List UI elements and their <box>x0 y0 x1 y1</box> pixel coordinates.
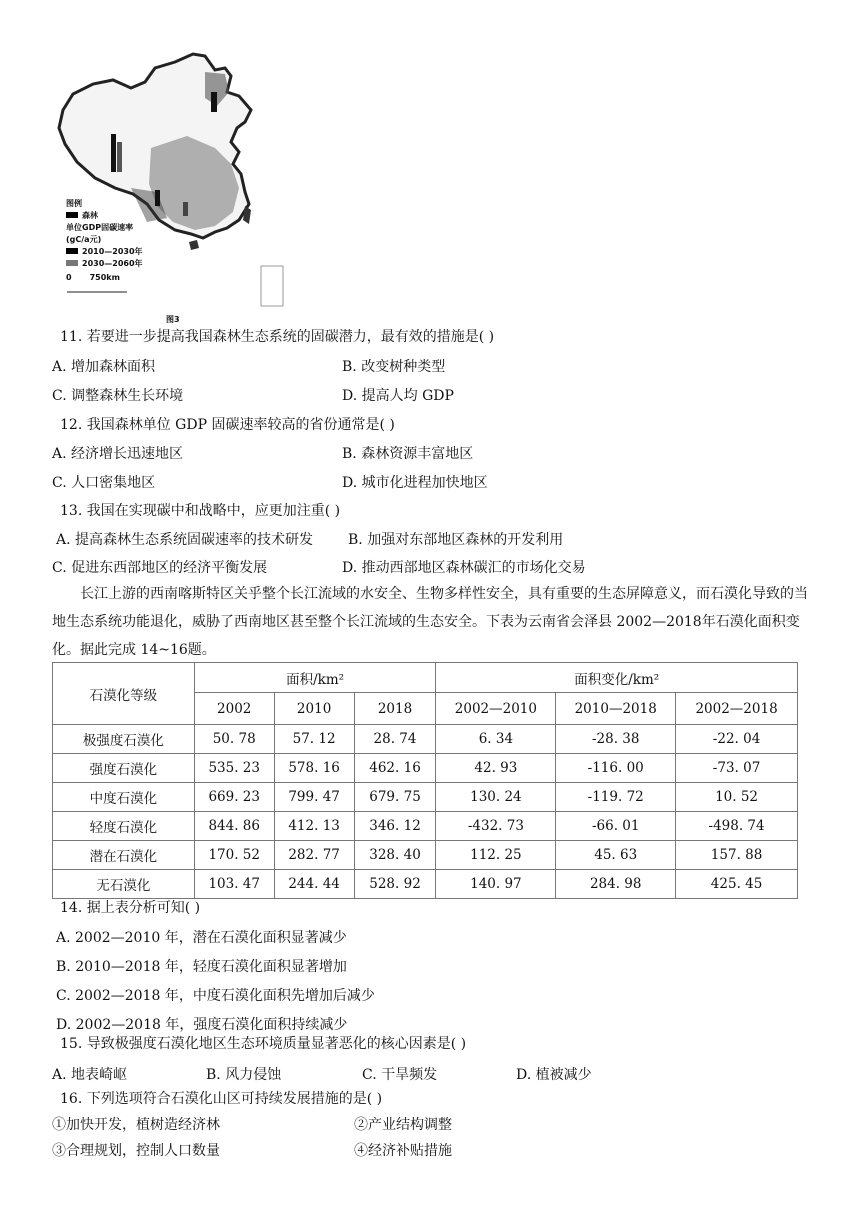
cell: 462. 16 <box>354 754 436 783</box>
row-level: 极强度石漠化 <box>53 725 195 754</box>
scale-label: 750km <box>89 273 120 282</box>
scale-zero: 0 <box>66 273 72 282</box>
q14-option-d[interactable]: D. 2002—2018 年，强度石漠化面积持续减少 <box>56 1017 348 1033</box>
legend-period2-label: 2030—2060年 <box>82 259 143 268</box>
rate-bar-south <box>183 202 188 216</box>
legend-rate-title: 单位GDP固碳速率 <box>66 223 134 232</box>
table-row <box>53 870 798 899</box>
figure-caption: 图3 <box>166 315 180 324</box>
table-row <box>53 725 798 754</box>
cell: 535. 23 <box>194 754 274 783</box>
map-legend <box>66 198 143 284</box>
row-level: 轻度石漠化 <box>53 812 195 841</box>
cell: 130. 24 <box>436 783 556 812</box>
rate-bar-west <box>111 134 116 172</box>
cell: 112. 25 <box>436 841 556 870</box>
cell: 679. 75 <box>354 783 436 812</box>
cell: 6. 34 <box>436 725 556 754</box>
header-level: 石漠化等级 <box>53 663 195 725</box>
q14-stem: 14. 据上表分析可知( ) <box>60 900 201 916</box>
cell: 844. 86 <box>194 812 274 841</box>
legend-rate-unit: (gC/a元) <box>66 235 102 244</box>
cell: 10. 52 <box>676 783 798 812</box>
legend-period1-label: 2010—2030年 <box>82 247 143 256</box>
map-scale <box>66 272 143 284</box>
header-year: 2002 <box>194 693 274 725</box>
q16-choice-1[interactable]: ①加快开发，植树造经济林 <box>52 1117 220 1133</box>
q16-stem: 16. 下列选项符合石漠化山区可持续发展措施的是( ) <box>60 1091 383 1107</box>
q13-stem: 13. 我国在实现碳中和战略中，应更加注重( ) <box>60 503 341 519</box>
cell: 244. 44 <box>274 870 354 899</box>
cell: 328. 40 <box>354 841 436 870</box>
cell: -66. 01 <box>556 812 676 841</box>
south-sea-box <box>261 266 283 306</box>
cell: -432. 73 <box>436 812 556 841</box>
q15-option-b[interactable]: B. 风力侵蚀 <box>206 1067 282 1083</box>
legend-period2 <box>66 258 143 270</box>
q11-option-b[interactable]: B. 改变树种类型 <box>342 359 446 375</box>
cell: -73. 07 <box>676 754 798 783</box>
cell: -116. 00 <box>556 754 676 783</box>
header-period: 2010—2018 <box>556 693 676 725</box>
q13-option-b[interactable]: B. 加强对东部地区森林的开发利用 <box>348 532 564 548</box>
cell: 57. 12 <box>274 725 354 754</box>
rate-bar-southwest <box>155 190 160 206</box>
q15-stem: 15. 导致极强度石漠化地区生态环境质量显著恶化的核心因素是( ) <box>60 1036 467 1052</box>
q12-option-b[interactable]: B. 森林资源丰富地区 <box>342 446 474 462</box>
q14-option-a[interactable]: A. 2002—2010 年，潜在石漠化面积显著减少 <box>56 930 347 946</box>
cell: 412. 13 <box>274 812 354 841</box>
cell: 799. 47 <box>274 783 354 812</box>
table-header-row <box>53 663 798 693</box>
cell: 50. 78 <box>194 725 274 754</box>
row-level: 潜在石漠化 <box>53 841 195 870</box>
q13-option-c[interactable]: C. 促进东西部地区的经济平衡发展 <box>52 560 268 576</box>
q11-stem: 11. 若要进一步提高我国森林生态系统的固碳潜力，最有效的措施是( ) <box>60 329 495 345</box>
row-level: 无石漠化 <box>53 870 195 899</box>
rate-bar-west-2 <box>117 142 122 172</box>
cell: -22. 04 <box>676 725 798 754</box>
cell: 140. 97 <box>436 870 556 899</box>
cell: 170. 52 <box>194 841 274 870</box>
cell: 103. 47 <box>194 870 274 899</box>
cell: 28. 74 <box>354 725 436 754</box>
q11-option-c[interactable]: C. 调整森林生长环境 <box>52 388 184 404</box>
q15-option-d[interactable]: D. 植被减少 <box>516 1067 592 1083</box>
hainan-island <box>189 240 199 250</box>
cell: 157. 88 <box>676 841 798 870</box>
header-period: 2002—2010 <box>436 693 556 725</box>
cell: 425. 45 <box>676 870 798 899</box>
q11-option-a[interactable]: A. 增加森林面积 <box>52 359 156 375</box>
cell: 669. 23 <box>194 783 274 812</box>
q16-choice-2[interactable]: ②产业结构调整 <box>354 1117 452 1133</box>
header-year: 2010 <box>274 693 354 725</box>
cell: 284. 98 <box>556 870 676 899</box>
reading-passage: 长江上游的西南喀斯特区关乎整个长江流域的水安全、生物多样性安全，具有重要的生态屏障意义，而石漠化导致的当地生态系统功能退化，威胁了西南地区甚至整个长江流域的生态安全。下表为云南省会泽县 2002—2018年石漠化面积变化。据此完成 14~16题。 <box>52 586 808 658</box>
legend-forest <box>66 210 143 222</box>
q11-option-d[interactable]: D. 提高人均 GDP <box>342 388 454 404</box>
q12-stem: 12. 我国森林单位 GDP 固碳速率较高的省份通常是( ) <box>60 417 395 433</box>
rate-bar-northeast <box>211 92 217 112</box>
cell: 282. 77 <box>274 841 354 870</box>
legend-title: 图例 <box>66 199 82 208</box>
cell: 346. 12 <box>354 812 436 841</box>
q12-option-a[interactable]: A. 经济增长迅速地区 <box>52 446 184 462</box>
legend-forest-label: 森林 <box>82 211 98 220</box>
q13-option-a[interactable]: A. 提高森林生态系统固碳速率的技术研发 <box>56 532 314 548</box>
row-level: 强度石漠化 <box>53 754 195 783</box>
table-row <box>53 841 798 870</box>
legend-period1 <box>66 246 143 258</box>
q14-option-c[interactable]: C. 2002—2018 年，中度石漠化面积先增加后减少 <box>56 988 375 1004</box>
rocky-desertification-table <box>52 662 798 899</box>
q16-choice-4[interactable]: ④经济补贴措施 <box>354 1143 452 1159</box>
q13-option-d[interactable]: D. 推动西部地区森林碳汇的市场化交易 <box>342 560 586 576</box>
cell: 578. 16 <box>274 754 354 783</box>
q16-choice-3[interactable]: ③合理规划，控制人口数量 <box>52 1143 220 1159</box>
cell: 528. 92 <box>354 870 436 899</box>
header-period: 2002—2018 <box>676 693 798 725</box>
q15-option-c[interactable]: C. 干旱频发 <box>362 1067 438 1083</box>
q12-option-d[interactable]: D. 城市化进程加快地区 <box>342 475 488 491</box>
table-row <box>53 754 798 783</box>
cell: 45. 63 <box>556 841 676 870</box>
header-area: 面积/km² <box>194 663 436 693</box>
header-change: 面积变化/km² <box>436 663 798 693</box>
table-row <box>53 812 798 841</box>
table-row <box>53 783 798 812</box>
cell: -119. 72 <box>556 783 676 812</box>
row-level: 中度石漠化 <box>53 783 195 812</box>
header-year: 2018 <box>354 693 436 725</box>
q15-option-a[interactable]: A. 地表崎岖 <box>52 1067 128 1083</box>
q14-option-b[interactable]: B. 2010—2018 年，轻度石漠化面积显著增加 <box>56 959 347 975</box>
q12-option-c[interactable]: C. 人口密集地区 <box>52 475 156 491</box>
cell: -28. 38 <box>556 725 676 754</box>
cell: 42. 93 <box>436 754 556 783</box>
cell: -498. 74 <box>676 812 798 841</box>
